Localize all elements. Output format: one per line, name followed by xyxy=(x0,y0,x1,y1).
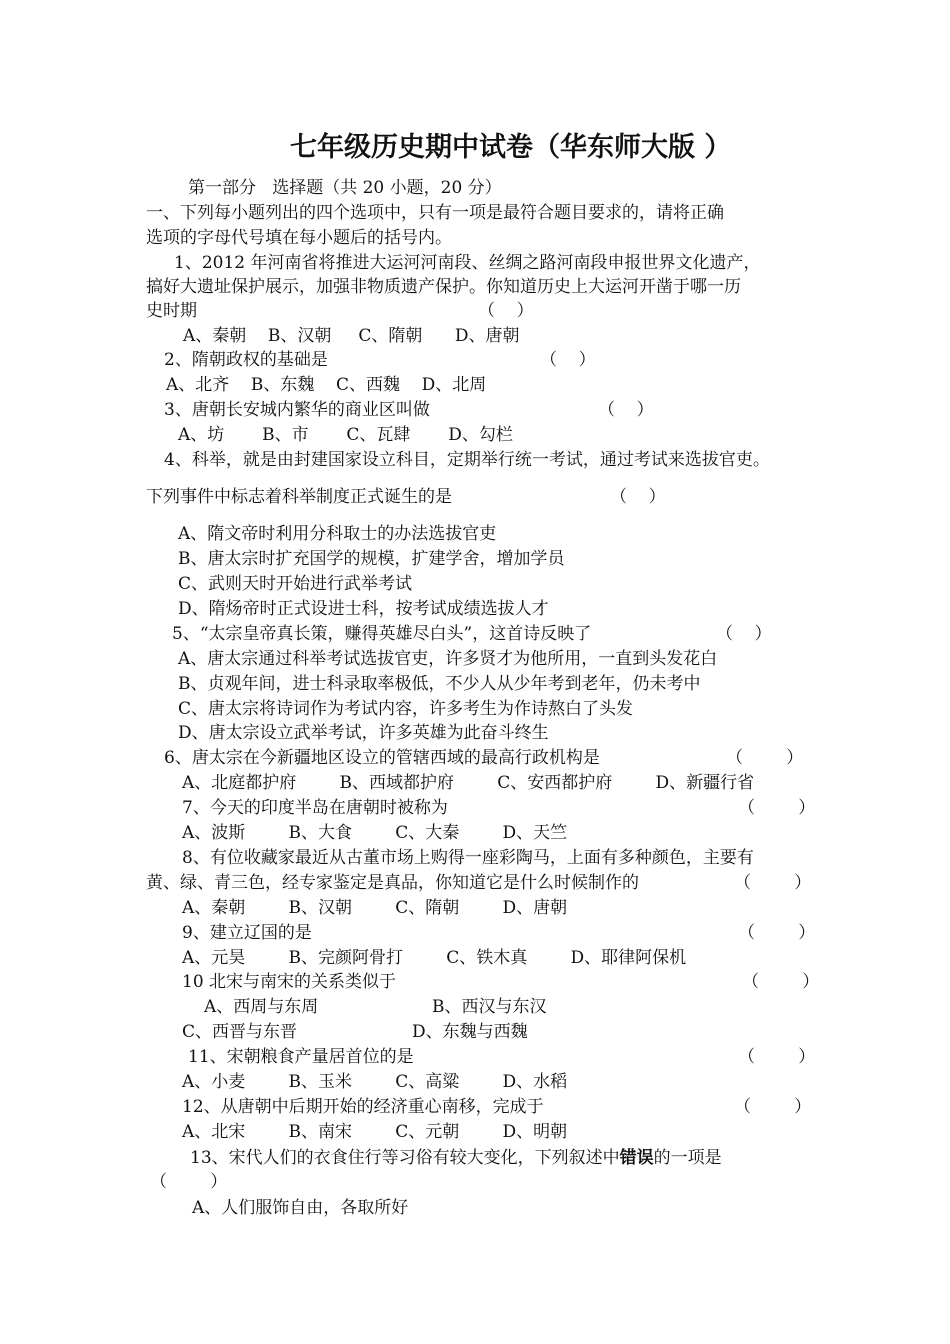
q4-option-d: D、隋炀帝时正式设进士科，按考试成绩选拔人才 xyxy=(178,599,549,619)
q9-stem: 9、建立辽国的是 xyxy=(182,923,312,943)
q8-options: A、秦朝 B、汉朝 C、隋朝 D、唐朝 xyxy=(182,898,568,918)
q13-stem-emphasis: 错误 xyxy=(619,1148,654,1168)
q2-answer-paren: （ ） xyxy=(540,350,596,370)
q1-answer-paren: （ ） xyxy=(478,301,534,321)
q5-stem: 5、“太宗皇帝真长策，赚得英雄尽白头”，这首诗反映了 xyxy=(172,624,592,644)
q9-answer-paren: （ ） xyxy=(738,923,816,943)
q7-options: A、波斯 B、大食 C、大秦 D、天竺 xyxy=(182,823,568,843)
part-heading: 第一部分 选择题（共 20 小题，20 分） xyxy=(188,178,502,198)
q13-option-a: A、人们服饰自由，各取所好 xyxy=(192,1198,409,1218)
q11-answer-paren: （ ） xyxy=(738,1047,816,1067)
q5-option-b: B、贞观年间，进士科录取率极低，不少人从少年考到老年，仍未考中 xyxy=(178,674,701,694)
q13-stem-after: 的一项是 xyxy=(653,1148,722,1168)
q3-options: A、坊 B、市 C、瓦肆 D、勾栏 xyxy=(178,425,513,445)
q1-line-3: 史时期 xyxy=(146,301,197,321)
q3-answer-paren: （ ） xyxy=(598,400,654,420)
q1-line-2: 搞好大遗址保护展示，加强非物质遗产保护。你知道历史上大运河开凿于哪一历 xyxy=(146,277,741,297)
q10-stem: 10 北宋与南宋的关系类似于 xyxy=(182,972,397,992)
q3-stem: 3、唐朝长安城内繁华的商业区叫做 xyxy=(164,400,430,420)
instructions-line-2: 选项的字母代号填在每小题后的括号内。 xyxy=(146,228,452,248)
q6-answer-paren: （ ） xyxy=(726,748,804,768)
q6-options: A、北庭都护府 B、西域都护府 C、安西都护府 D、新疆行省 xyxy=(182,773,755,793)
q4-line-2: 下列事件中标志着科举制度正式诞生的是 xyxy=(146,487,452,507)
q6-stem: 6、唐太宗在今新疆地区设立的管辖西域的最高行政机构是 xyxy=(164,748,600,768)
q1-line-1: 1、2012 年河南省将推进大运河河南段、丝绸之路河南段申报世界文化遗产， xyxy=(174,253,761,273)
q12-options: A、北宋 B、南宋 C、元朝 D、明朝 xyxy=(182,1122,568,1142)
q13-answer-paren: （ ） xyxy=(150,1172,228,1192)
q7-answer-paren: （ ） xyxy=(738,798,816,818)
q4-option-b: B、唐太宗时扩充国学的规模，扩建学舍，增加学员 xyxy=(178,549,565,569)
q12-stem: 12、从唐朝中后期开始的经济重心南移，完成于 xyxy=(182,1097,544,1117)
q5-option-d: D、唐太宗设立武举考试，许多英雄为此奋斗终生 xyxy=(178,723,549,743)
q5-option-c: C、唐太宗将诗词作为考试内容，许多考生为作诗熬白了头发 xyxy=(178,699,634,719)
q4-option-a: A、隋文帝时利用分科取士的办法选拔官吏 xyxy=(178,524,497,544)
q5-answer-paren: （ ） xyxy=(716,624,772,644)
q7-stem: 7、今天的印度半岛在唐朝时被称为 xyxy=(182,798,448,818)
q11-options: A、小麦 B、玉米 C、高粱 D、水稻 xyxy=(182,1072,568,1092)
q10-answer-paren: （ ） xyxy=(742,972,820,992)
q9-options: A、元昊 B、完颜阿骨打 C、铁木真 D、耶律阿保机 xyxy=(182,948,687,968)
q13-stem xyxy=(190,1146,722,1170)
exam-title: 七年级历史期中试卷（华东师大版 ） xyxy=(290,132,732,163)
q4-option-c: C、武则天时开始进行武举考试 xyxy=(178,574,413,594)
q8-line-1: 8、有位收藏家最近从古董市场上购得一座彩陶马，上面有多种颜色，主要有 xyxy=(182,848,754,868)
q2-options: A、北齐 B、东魏 C、西魏 D、北周 xyxy=(166,375,487,395)
q11-stem: 11、宋朝粮食产量居首位的是 xyxy=(188,1047,414,1067)
q8-answer-paren: （ ） xyxy=(734,873,812,893)
q2-stem: 2、隋朝政权的基础是 xyxy=(164,350,328,370)
q8-line-2: 黄、绿、青三色，经专家鉴定是真品，你知道它是什么时候制作的 xyxy=(146,873,639,893)
q13-stem-before: 13、宋代人们的衣食住行等习俗有较大变化，下列叙述中 xyxy=(190,1148,620,1168)
q10-option-c: C、西晋与东晋 xyxy=(182,1022,298,1042)
q4-line-1: 4、科举，就是由封建国家设立科目，定期举行统一考试，通过考试来选拔官吏。 xyxy=(164,450,770,470)
q10-option-b: B、西汉与东汉 xyxy=(432,997,547,1017)
q1-options: A、秦朝 B、汉朝 C、隋朝 D、唐朝 xyxy=(183,326,520,346)
instructions-line-1: 一、下列每小题列出的四个选项中，只有一项是最符合题目要求的，请将正确 xyxy=(146,203,724,223)
q4-answer-paren: （ ） xyxy=(610,487,666,507)
q10-option-a: A、西周与东周 xyxy=(204,997,319,1017)
q10-option-d: D、东魏与西魏 xyxy=(412,1022,528,1042)
q5-option-a: A、唐太宗通过科举考试选拔官吏，许多贤才为他所用，一直到头发花白 xyxy=(178,649,718,669)
q12-answer-paren: （ ） xyxy=(734,1097,812,1117)
